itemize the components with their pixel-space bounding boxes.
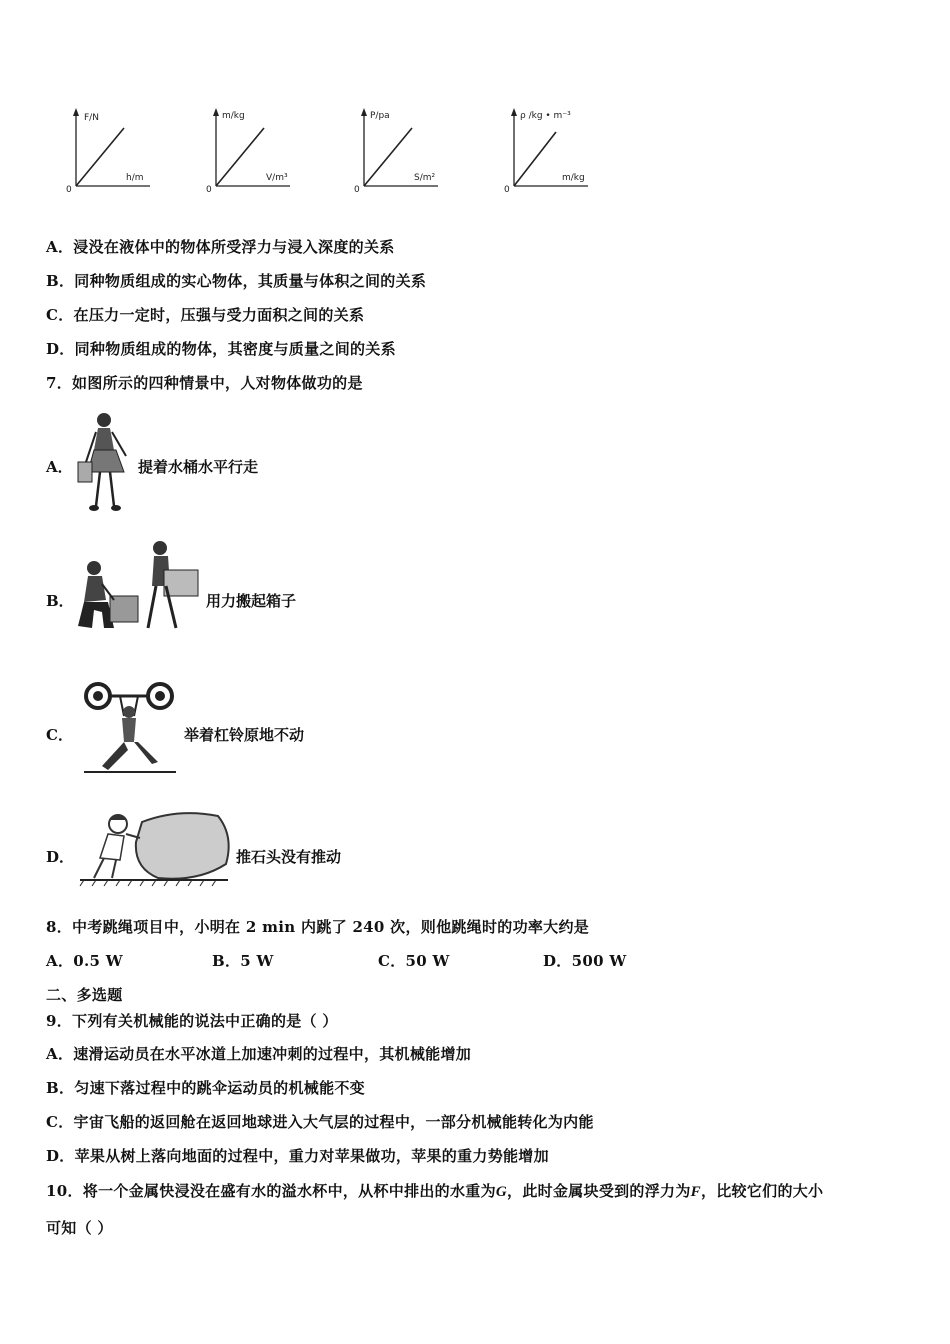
q9-option-c: C．宇宙飞船的返回舱在返回地球进入大气层的过程中，一部分机械能转化为内能 bbox=[46, 1113, 594, 1131]
graph1-y-label: F/N bbox=[84, 113, 99, 123]
graph4-origin: 0 bbox=[504, 185, 510, 194]
q6-option-a: A．浸没在液体中的物体所受浮力与浸入深度的关系 bbox=[46, 238, 395, 256]
graph-pressure-area bbox=[350, 104, 450, 194]
graph1-origin: 0 bbox=[66, 185, 72, 194]
q6-option-d: D．同种物质组成的物体，其密度与质量之间的关系 bbox=[46, 340, 396, 358]
q7-option-d-letter: D． bbox=[46, 848, 75, 866]
var-f: F bbox=[690, 1184, 701, 1200]
graph3-origin: 0 bbox=[354, 185, 360, 194]
q7-option-c-letter: C． bbox=[46, 726, 73, 744]
q7-option-b-caption: 用力搬起箱子 bbox=[206, 592, 297, 610]
q8-option-c: C．50 W bbox=[378, 952, 450, 970]
graph-density-mass bbox=[500, 104, 610, 194]
graph-mass-volume bbox=[202, 104, 302, 194]
section-heading: 二、多选题 bbox=[46, 986, 123, 1004]
var-g: G bbox=[495, 1184, 508, 1200]
graph3-x-label: S/m² bbox=[414, 173, 436, 183]
graph-force-depth bbox=[62, 104, 162, 194]
q6-option-c: C．在压力一定时，压强与受力面积之间的关系 bbox=[46, 306, 365, 324]
q9-option-d: D．苹果从树上落向地面的过程中，重力对苹果做功，苹果的重力势能增加 bbox=[46, 1147, 549, 1165]
q8-option-d: D．500 W bbox=[543, 952, 627, 970]
q7-option-d-caption: 推石头没有推动 bbox=[236, 848, 342, 866]
q8-option-a: A．0.5 W bbox=[46, 952, 123, 970]
q9-stem: 9．下列有关机械能的说法中正确的是（ ） bbox=[46, 1012, 338, 1030]
graph4-x-label: m/kg bbox=[562, 173, 585, 183]
q8-option-b: B．5 W bbox=[212, 952, 274, 970]
q6-option-b: B．同种物质组成的实心物体，其质量与体积之间的关系 bbox=[46, 272, 427, 290]
q9-option-a: A．速滑运动员在水平冰道上加速冲刺的过程中，其机械能增加 bbox=[46, 1045, 472, 1063]
man-lifting-box-figure bbox=[72, 540, 204, 636]
q7-option-b-letter: B． bbox=[46, 592, 74, 610]
q7-stem: 7．如图所示的四种情景中，人对物体做功的是 bbox=[46, 374, 363, 392]
q9-option-b: B．匀速下落过程中的跳伞运动员的机械能不变 bbox=[46, 1079, 365, 1097]
graph2-y-label: m/kg bbox=[222, 111, 245, 121]
person-pushing-rock-figure bbox=[78, 806, 234, 896]
q7-option-a-letter: A． bbox=[46, 458, 73, 476]
graph2-origin: 0 bbox=[206, 185, 212, 194]
graph2-x-label: V/m³ bbox=[266, 173, 288, 183]
q7-option-a-caption: 提着水桶水平行走 bbox=[138, 458, 259, 476]
q10-stem: 10．将一个金属快浸没在盛有水的溢水杯中，从杯中排出的水重为G，此时金属块受到的浮力为F，比较它们的大小 bbox=[46, 1182, 824, 1200]
graph3-y-label: P/pa bbox=[370, 111, 390, 121]
q8-stem: 8．中考跳绳项目中，小明在 2 min 内跳了 240 次，则他跳绳时的功率大约是 bbox=[46, 918, 590, 936]
woman-carrying-buckets-figure bbox=[74, 410, 138, 518]
q10-stem-line2: 可知（ ） bbox=[46, 1219, 113, 1237]
graph4-y-label: ρ /kg • m⁻³ bbox=[520, 111, 571, 121]
q7-option-c-caption: 举着杠铃原地不动 bbox=[184, 726, 305, 744]
weightlifter-barbell-figure bbox=[82, 680, 180, 782]
graph1-x-label: h/m bbox=[126, 173, 144, 183]
